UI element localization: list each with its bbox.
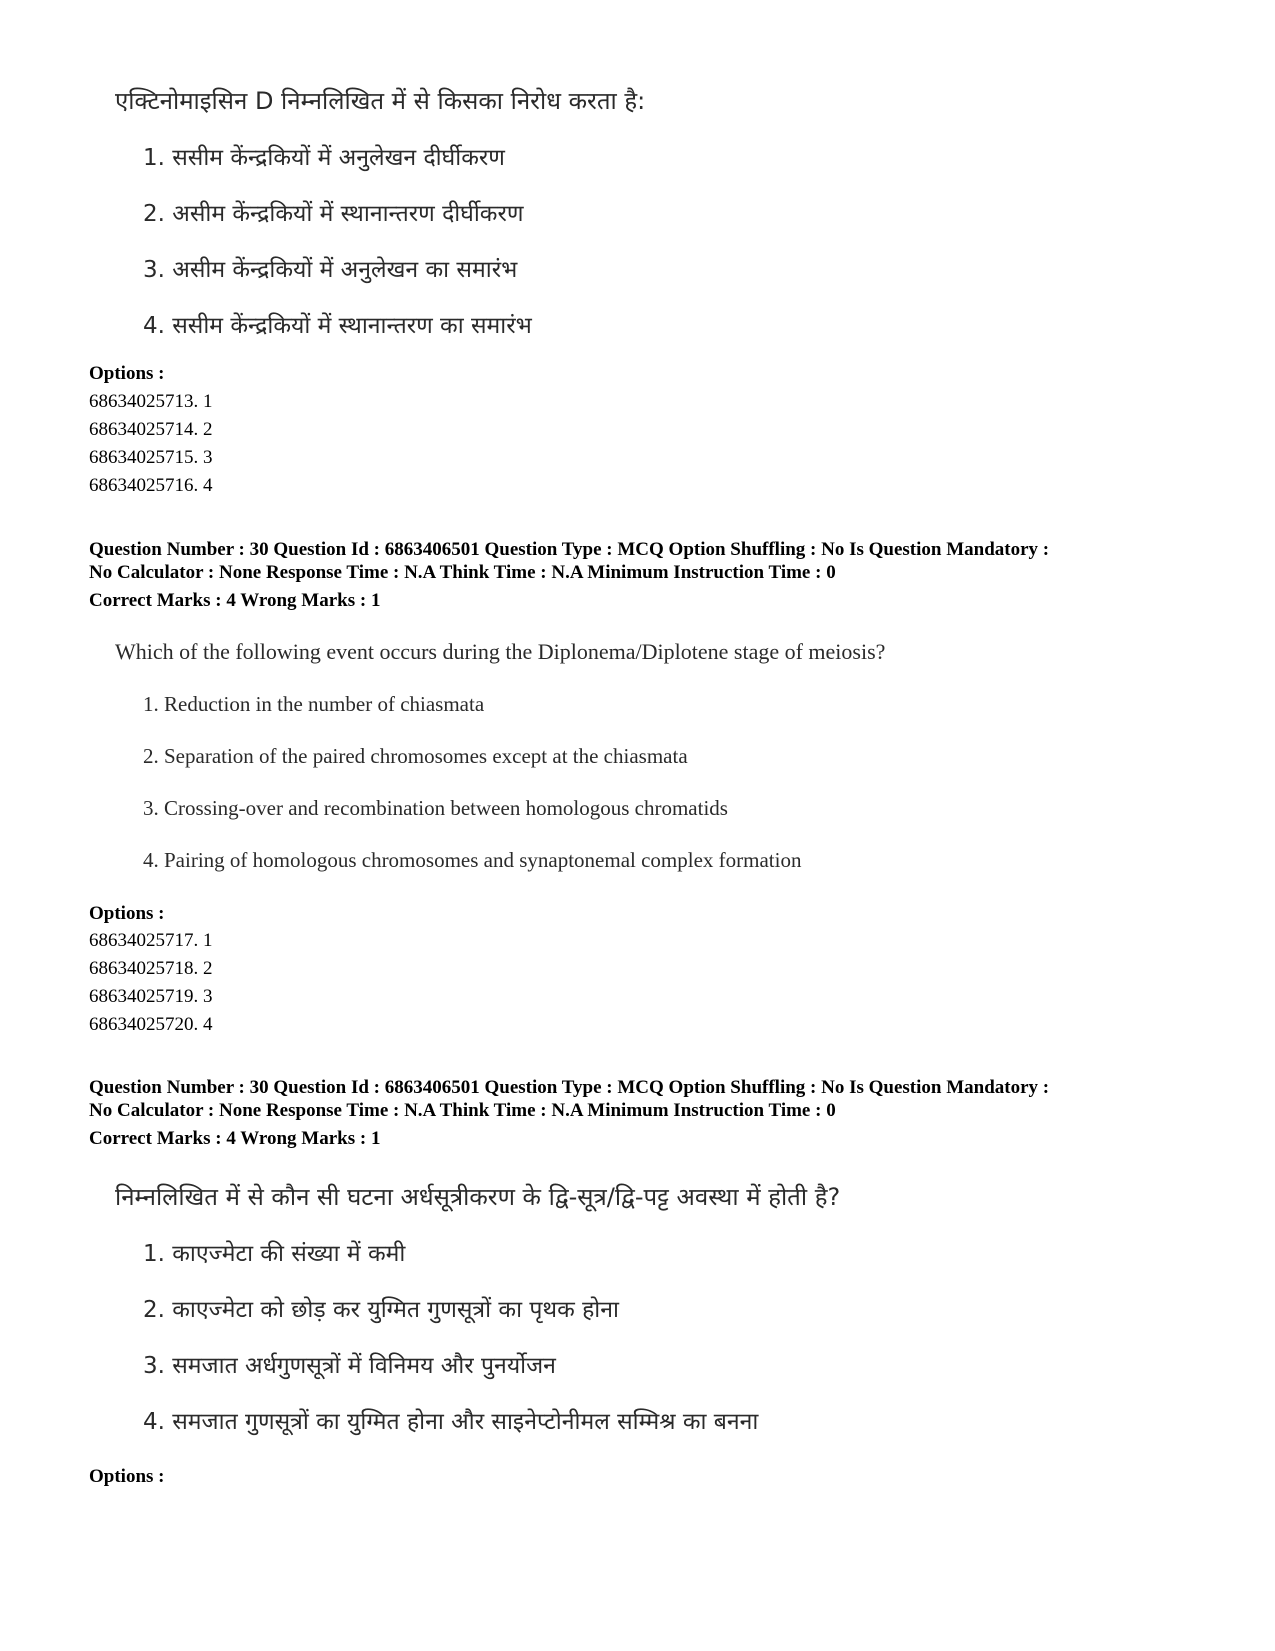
choice-4: 4. ससीम केंन्द्रकियों में स्थानान्तरण का समारंभ bbox=[143, 313, 532, 339]
question-meta-line-2: No Calculator : None Response Time : N.A Think Time : N.A Minimum Instruction Time : 0 bbox=[89, 562, 836, 583]
option-id-4: 68634025716. 4 bbox=[89, 475, 213, 496]
choice-2: 2. Separation of the paired chromosomes except at the chiasmata bbox=[143, 744, 688, 768]
option-id-4: 68634025720. 4 bbox=[89, 1014, 213, 1035]
question-text-hindi-2: निम्नलिखित में से कौन सी घटना अर्धसूत्रीकरण के द्वि-सूत्र/द्वि-पट्ट अवस्था में होती है? bbox=[115, 1183, 841, 1211]
question-marks: Correct Marks : 4 Wrong Marks : 1 bbox=[89, 590, 381, 611]
question-meta-line-2: No Calculator : None Response Time : N.A Think Time : N.A Minimum Instruction Time : 0 bbox=[89, 1100, 836, 1121]
question-meta-line-1: Question Number : 30 Question Id : 6863406501 Question Type : MCQ Option Shuffling : No Is Question Mandatory : bbox=[89, 1077, 1050, 1098]
choice-3: 3. समजात अर्धगुणसूत्रों में विनिमय और पुनर्योजन bbox=[143, 1353, 556, 1379]
option-id-1: 68634025713. 1 bbox=[89, 391, 213, 412]
question-marks: Correct Marks : 4 Wrong Marks : 1 bbox=[89, 1128, 381, 1149]
choice-1: 1. Reduction in the number of chiasmata bbox=[143, 692, 485, 716]
choice-4: 4. समजात गुणसूत्रों का युग्मित होना और साइनेप्टोनीमल सम्मिश्र का बनना bbox=[143, 1409, 759, 1435]
question-meta-line-1: Question Number : 30 Question Id : 6863406501 Question Type : MCQ Option Shuffling : No Is Question Mandatory : bbox=[89, 539, 1050, 560]
option-id-2: 68634025714. 2 bbox=[89, 419, 213, 440]
choice-3: 3. असीम केंन्द्रकियों में अनुलेखन का समारंभ bbox=[143, 257, 518, 283]
option-id-2: 68634025718. 2 bbox=[89, 958, 213, 979]
question-text-english: Which of the following event occurs during the Diplonema/Diplotene stage of meiosis? bbox=[115, 639, 886, 664]
question-text-hindi-1: एक्टिनोमाइसिन D निम्नलिखित में से किसका निरोध करता है: bbox=[115, 87, 646, 115]
choice-2: 2. असीम केंन्द्रकियों में स्थानान्तरण दीर्घीकरण bbox=[143, 201, 524, 227]
option-id-3: 68634025715. 3 bbox=[89, 447, 213, 468]
choice-4: 4. Pairing of homologous chromosomes and synaptonemal complex formation bbox=[143, 848, 802, 872]
options-label: Options : bbox=[89, 903, 165, 924]
choice-1: 1. ससीम केंन्द्रकियों में अनुलेखन दीर्घीकरण bbox=[143, 145, 505, 171]
options-label: Options : bbox=[89, 1466, 165, 1487]
choice-2: 2. काएज्मेटा को छोड़ कर युग्मित गुणसूत्रों का पृथक होना bbox=[143, 1297, 619, 1323]
option-id-3: 68634025719. 3 bbox=[89, 986, 213, 1007]
choice-1: 1. काएज्मेटा की संख्या में कमी bbox=[143, 1241, 406, 1267]
choice-3: 3. Crossing-over and recombination between homologous chromatids bbox=[143, 796, 728, 820]
option-id-1: 68634025717. 1 bbox=[89, 930, 213, 951]
options-label: Options : bbox=[89, 363, 165, 384]
